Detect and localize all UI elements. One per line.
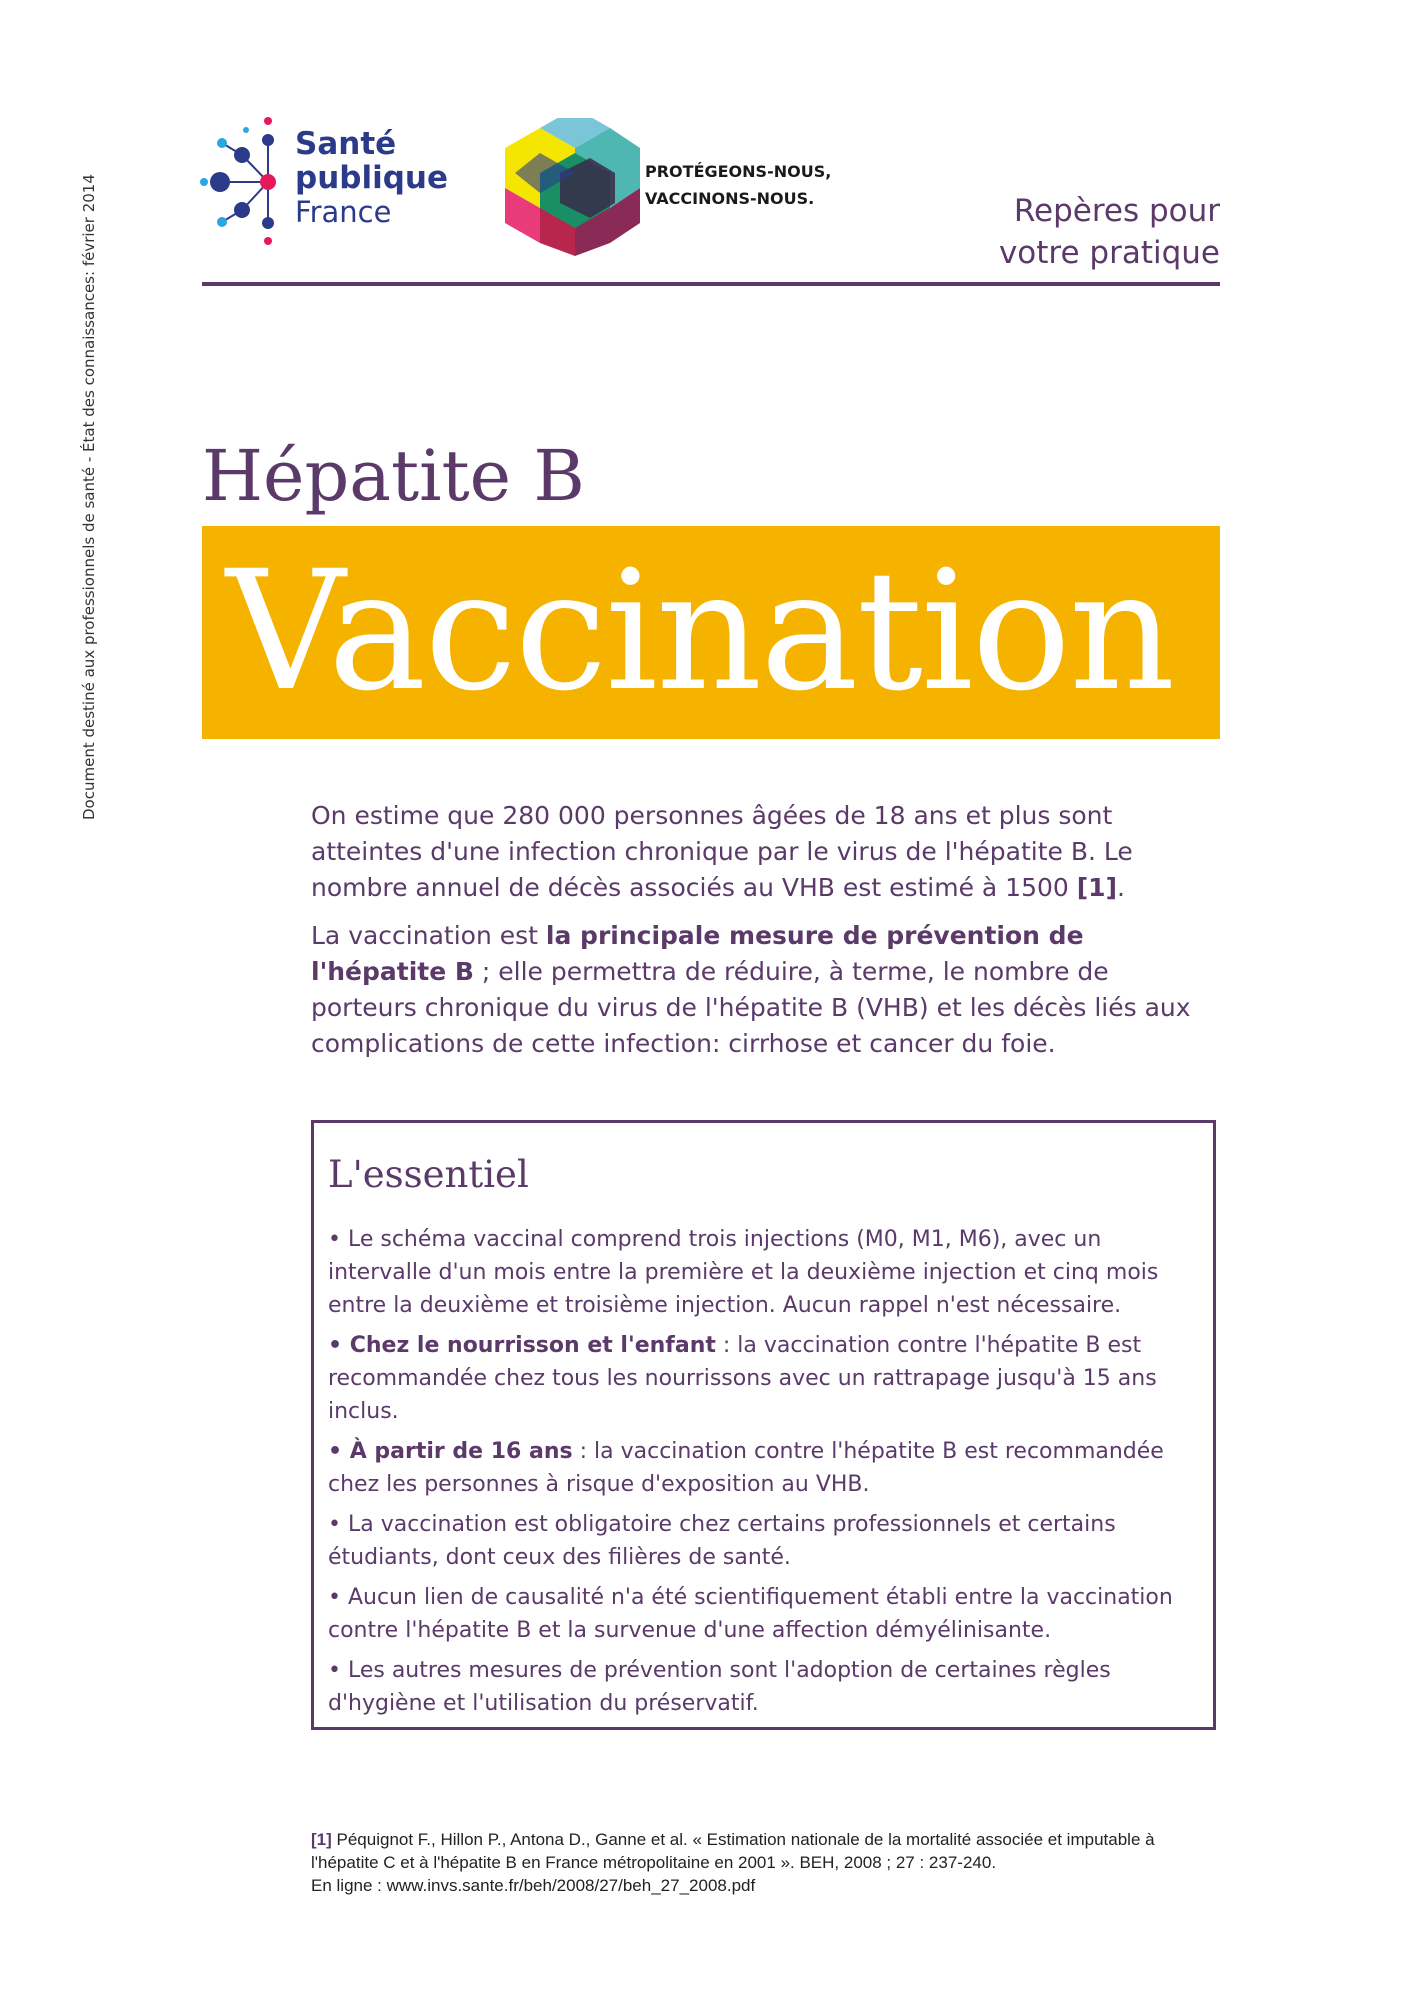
list-item: • Les autres mesures de prévention sont l'adoption de certaines règles d'hygiène et l'utilisation du préservatif. (328, 1658, 1111, 1716)
logo-text-france: France (295, 195, 392, 229)
intro-paragraph-1: On estime que 280 000 personnes âgées de 18 ans et plus sont atteintes d'une infection chronique par le virus de l'hépatite B. Le nombre annuel de décès associés au VHB est estimé à 1500 [1]. (311, 801, 1133, 902)
network-dots-icon (200, 115, 292, 245)
title-band (202, 526, 1220, 739)
logo-text-publique: publique (295, 160, 448, 196)
reperes-label (999, 190, 1220, 274)
sante-publique-france-logo (200, 115, 460, 255)
intro-text (311, 798, 1221, 1074)
essentiel-list (328, 1223, 1200, 1727)
side-note: Document destiné aux professionnels de santé - État des connaissances: février 2014 (80, 174, 98, 820)
vaccination-campaign-logo (505, 118, 832, 263)
essentiel-heading: L'essentiel (328, 1153, 529, 1196)
reference-1: [1] Péquignot F., Hillon P., Antona D., Ganne et al. « Estimation nationale de la mortalité associée et imputable à l'hépatite C et à l'hépatite B en France métropolitaine en 2001 ». BEH, 2008 ; 27 : 237-240. (311, 1830, 1155, 1872)
header-divider (202, 282, 1220, 286)
list-item: • À partir de 16 ans : la vaccination contre l'hépatite B est recommandée chez les personnes à risque d'exposition au VHB. (328, 1439, 1164, 1497)
slogan-line2: VACCINONS-NOUS. (645, 189, 815, 208)
reference-online-link[interactable]: En ligne : www.invs.sante.fr/beh/2008/27/beh_27_2008.pdf (311, 1876, 756, 1895)
slogan-line1: PROTÉGEONS-NOUS, (645, 162, 832, 181)
list-item: • La vaccination est obligatoire chez certains professionnels et certains étudiants, dont ceux des filières de santé. (328, 1512, 1116, 1570)
title-vaccination: Vaccination (226, 535, 1174, 727)
reperes-line1: Repères pour (1013, 193, 1220, 229)
reperes-line2: votre pratique (998, 235, 1220, 271)
hexagon-cubes-icon (505, 118, 640, 256)
list-item: • Le schéma vaccinal comprend trois injections (M0, M1, M6), avec un intervalle d'un mois entre la première et la deuxième injection et cinq mois entre la deuxième et troisième injection. Aucun rappel n'est nécessaire. (328, 1227, 1159, 1318)
intro-paragraph-2: La vaccination est la principale mesure de prévention de l'hépatite B ; elle permettra de réduire, à terme, le nombre de porteurs chronique du virus de l'hépatite B (VHB) et les décès liés aux complications de cette infection: cirrhose et cancer du foie. (311, 921, 1191, 1058)
title-hepatite-b: Hépatite B (202, 435, 585, 517)
essentiel-box (311, 1120, 1216, 1730)
list-item: • Chez le nourrisson et l'enfant : la vaccination contre l'hépatite B est recommandée chez tous les nourrissons avec un rattrapage jusqu'à 15 ans inclus. (328, 1333, 1157, 1424)
logo-text-sante: Santé (295, 126, 397, 162)
reference-marker: [1] (1076, 873, 1117, 902)
list-item: • Aucun lien de causalité n'a été scientifiquement établi entre la vaccination contre l'hépatite B et la survenue d'une affection démyélinisante. (328, 1585, 1173, 1643)
references (311, 1828, 1223, 1897)
